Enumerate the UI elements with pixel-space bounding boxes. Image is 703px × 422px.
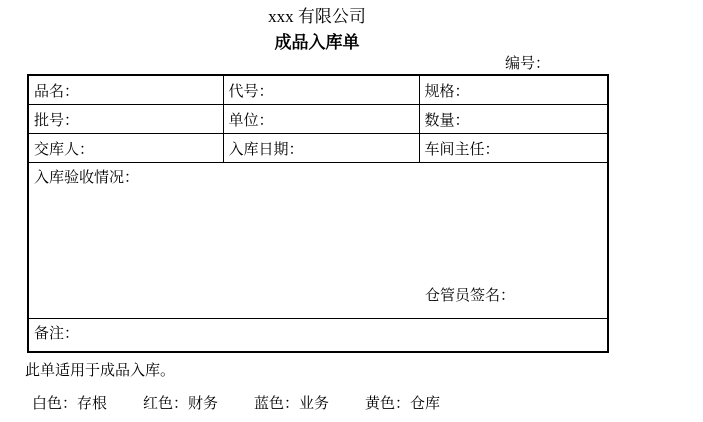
cell-remarks[interactable] bbox=[28, 319, 608, 353]
code-label: 代号： bbox=[228, 83, 274, 100]
table-row bbox=[28, 319, 608, 353]
entry-date-label: 入库日期： bbox=[228, 141, 304, 158]
cell-workshop-director[interactable] bbox=[419, 134, 608, 163]
table-row bbox=[28, 163, 608, 319]
form-title: 成品入库单 bbox=[274, 33, 360, 52]
legend-item-blue-business: 蓝色：业务 bbox=[254, 396, 330, 412]
deliverer-label: 交库人： bbox=[34, 141, 95, 158]
cell-batch-number[interactable] bbox=[28, 105, 223, 134]
number-label[interactable]: 编号： bbox=[504, 56, 550, 72]
company-name: xxx 有限公司 bbox=[268, 7, 366, 26]
inspection-label: 入库验收情况： bbox=[34, 170, 140, 186]
entry-form-table bbox=[27, 74, 609, 353]
remarks-label: 备注： bbox=[34, 326, 80, 342]
number-line bbox=[27, 55, 607, 73]
cell-inspection[interactable] bbox=[28, 163, 608, 319]
cell-entry-date[interactable] bbox=[223, 134, 419, 163]
keeper-signature-label: 仓管员签名： bbox=[425, 288, 516, 304]
cell-quantity[interactable] bbox=[419, 105, 608, 134]
cell-code[interactable] bbox=[223, 75, 419, 105]
table-row bbox=[28, 105, 608, 134]
legend-item-red-finance: 红色：财务 bbox=[143, 396, 219, 412]
legend-item-yellow-warehouse: 黄色：仓库 bbox=[365, 396, 441, 412]
table-row bbox=[28, 134, 608, 163]
usage-note: 此单适用于成品入库。 bbox=[25, 363, 176, 379]
cell-unit[interactable] bbox=[223, 105, 419, 134]
legend-item-white-stub: 白色：存根 bbox=[32, 396, 108, 412]
quantity-label: 数量： bbox=[424, 112, 470, 129]
cell-spec[interactable] bbox=[419, 75, 608, 105]
copy-color-legend bbox=[27, 395, 607, 414]
workshop-director-label: 车间主任： bbox=[424, 141, 500, 158]
spec-label: 规格： bbox=[424, 83, 470, 100]
unit-label: 单位： bbox=[228, 112, 274, 129]
cell-deliverer[interactable] bbox=[28, 134, 223, 163]
batch-number-label: 批号： bbox=[34, 112, 80, 129]
cell-product-name[interactable] bbox=[28, 75, 223, 105]
form-content bbox=[27, 0, 607, 414]
table-row bbox=[28, 75, 608, 105]
product-name-label: 品名： bbox=[34, 83, 80, 100]
